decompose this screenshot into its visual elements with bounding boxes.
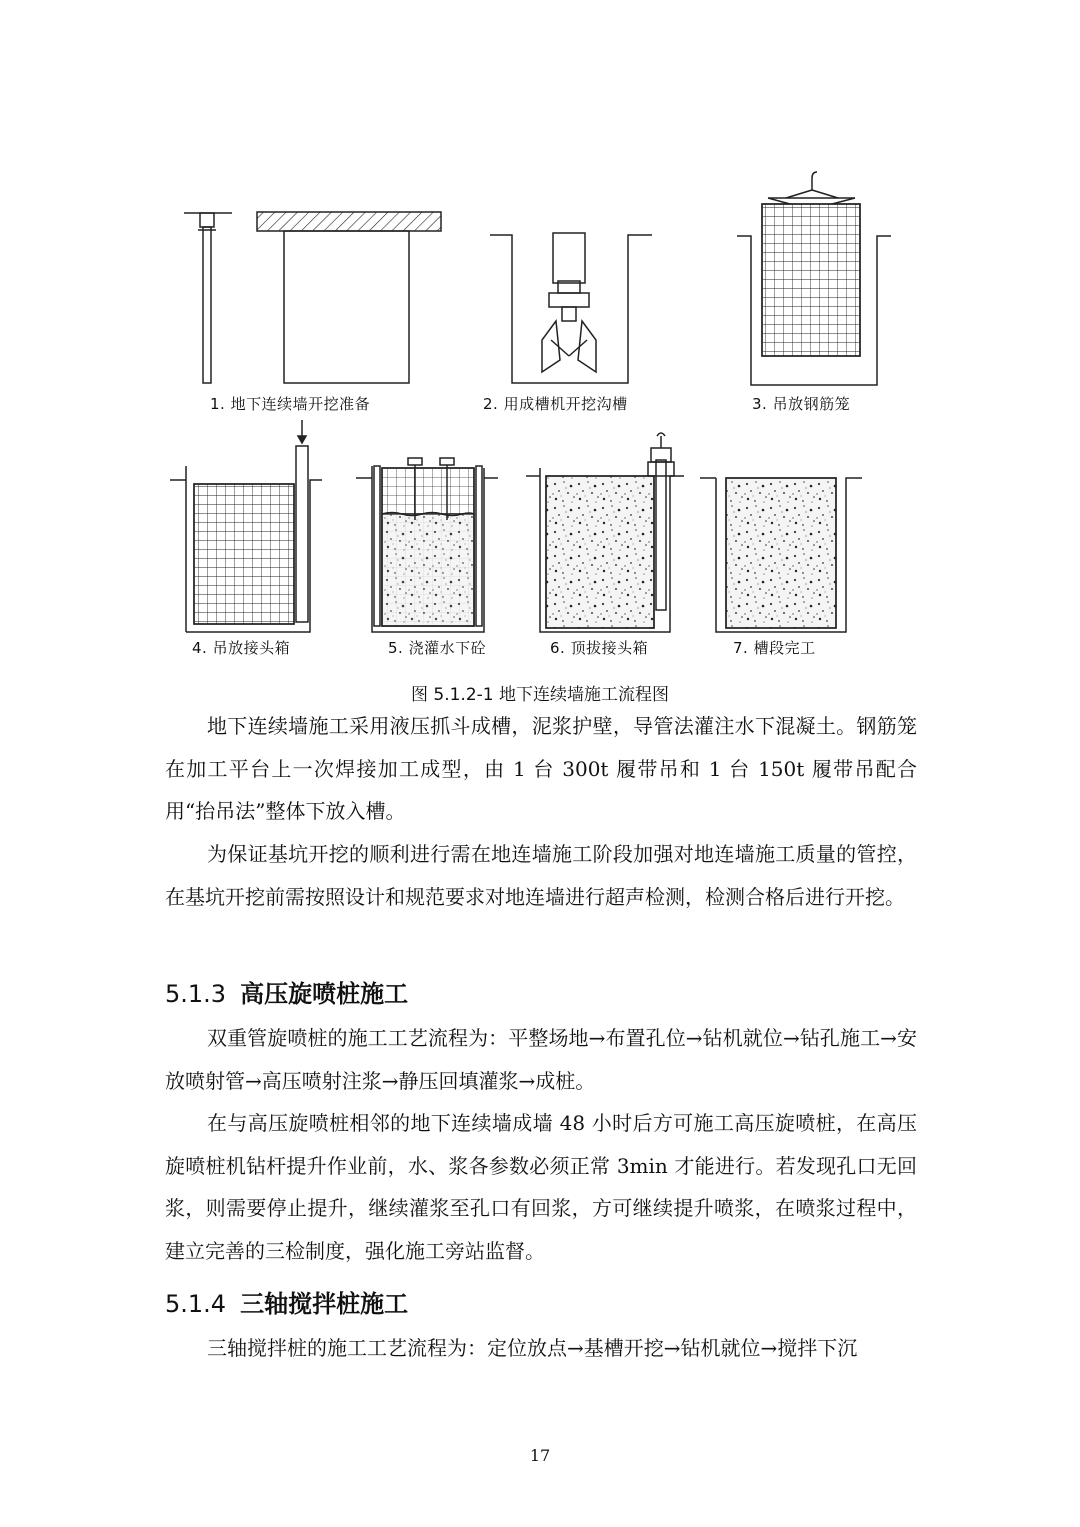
step-label-6: 6. 顶拔接头箱 bbox=[550, 639, 649, 657]
figure-caption: 图 5.1.2-1 地下连续墙施工流程图 bbox=[410, 685, 669, 705]
page-number: 17 bbox=[529, 1446, 551, 1465]
section-number: 5.1.3 bbox=[165, 980, 227, 1008]
step-5-diagram bbox=[356, 458, 498, 632]
step-label-5: 5. 浇灌水下砼 bbox=[388, 639, 487, 657]
paragraph-block-4 bbox=[165, 1102, 917, 1272]
step-1-diagram bbox=[184, 212, 441, 383]
paragraph-block-5 bbox=[165, 1327, 917, 1370]
paragraph-1: 地下连续墙施工采用液压抓斗成槽，泥浆护壁，导管法灌注水下混凝土。钢筋笼在加工平台上一次焊接加工成型，由 1 台 300t 履带吊和 1 台 150t 履带吊配合用“抬吊法”整体下放入槽。 bbox=[165, 714, 917, 823]
section-title: 高压旋喷桩施工 bbox=[240, 980, 409, 1008]
section-title: 三轴搅拌桩施工 bbox=[240, 1290, 409, 1318]
construction-flow-figure bbox=[0, 0, 1080, 680]
step-4-diagram bbox=[170, 420, 322, 632]
paragraph-5: 三轴搅拌桩的施工工艺流程为：定位放点→基槽开挖→钻机就位→搅拌下沉 bbox=[207, 1336, 858, 1360]
paragraph-4: 在与高压旋喷桩相邻的地下连续墙成墙 48 小时后方可施工高压旋喷桩，在高压旋喷桩机钻杆提升作业前，水、浆各参数必须正常 3min 才能进行。若发现孔口无回浆，则需要停止提升，继续灌浆至孔口有回浆，方可继续提升喷浆，在喷浆过程中，建立完善的三检制度，强化施工旁站监督。 bbox=[165, 1111, 917, 1263]
step-7-diagram bbox=[700, 478, 862, 632]
step-label-7: 7. 槽段完工 bbox=[733, 639, 816, 657]
section-heading-513 bbox=[165, 974, 408, 1009]
paragraph-block-2 bbox=[165, 833, 917, 918]
step-label-4: 4. 吊放接头箱 bbox=[192, 639, 291, 657]
step-6-diagram bbox=[526, 433, 684, 632]
step-label-1: 1. 地下连续墙开挖准备 bbox=[210, 395, 371, 413]
step-label-3: 3. 吊放钢筋笼 bbox=[752, 395, 851, 413]
step-3-diagram bbox=[737, 172, 891, 385]
paragraph-2: 为保证基坑开挖的顺利进行需在地连墙施工阶段加强对地连墙施工质量的管控，在基坑开挖前需按照设计和规范要求对地连墙进行超声检测，检测合格后进行开挖。 bbox=[165, 842, 917, 909]
step-2-diagram bbox=[490, 233, 652, 383]
paragraph-block-3 bbox=[165, 1017, 917, 1102]
paragraph-3: 双重管旋喷桩的施工工艺流程为：平整场地→布置孔位→钻机就位→钻孔施工→安放喷射管→高压喷射注浆→静压回填灌浆→成桩。 bbox=[165, 1026, 917, 1093]
section-heading-514 bbox=[165, 1284, 408, 1319]
step-label-2: 2. 用成槽机开挖沟槽 bbox=[483, 395, 628, 413]
paragraph-block-1 bbox=[165, 705, 917, 833]
section-number: 5.1.4 bbox=[165, 1290, 227, 1318]
